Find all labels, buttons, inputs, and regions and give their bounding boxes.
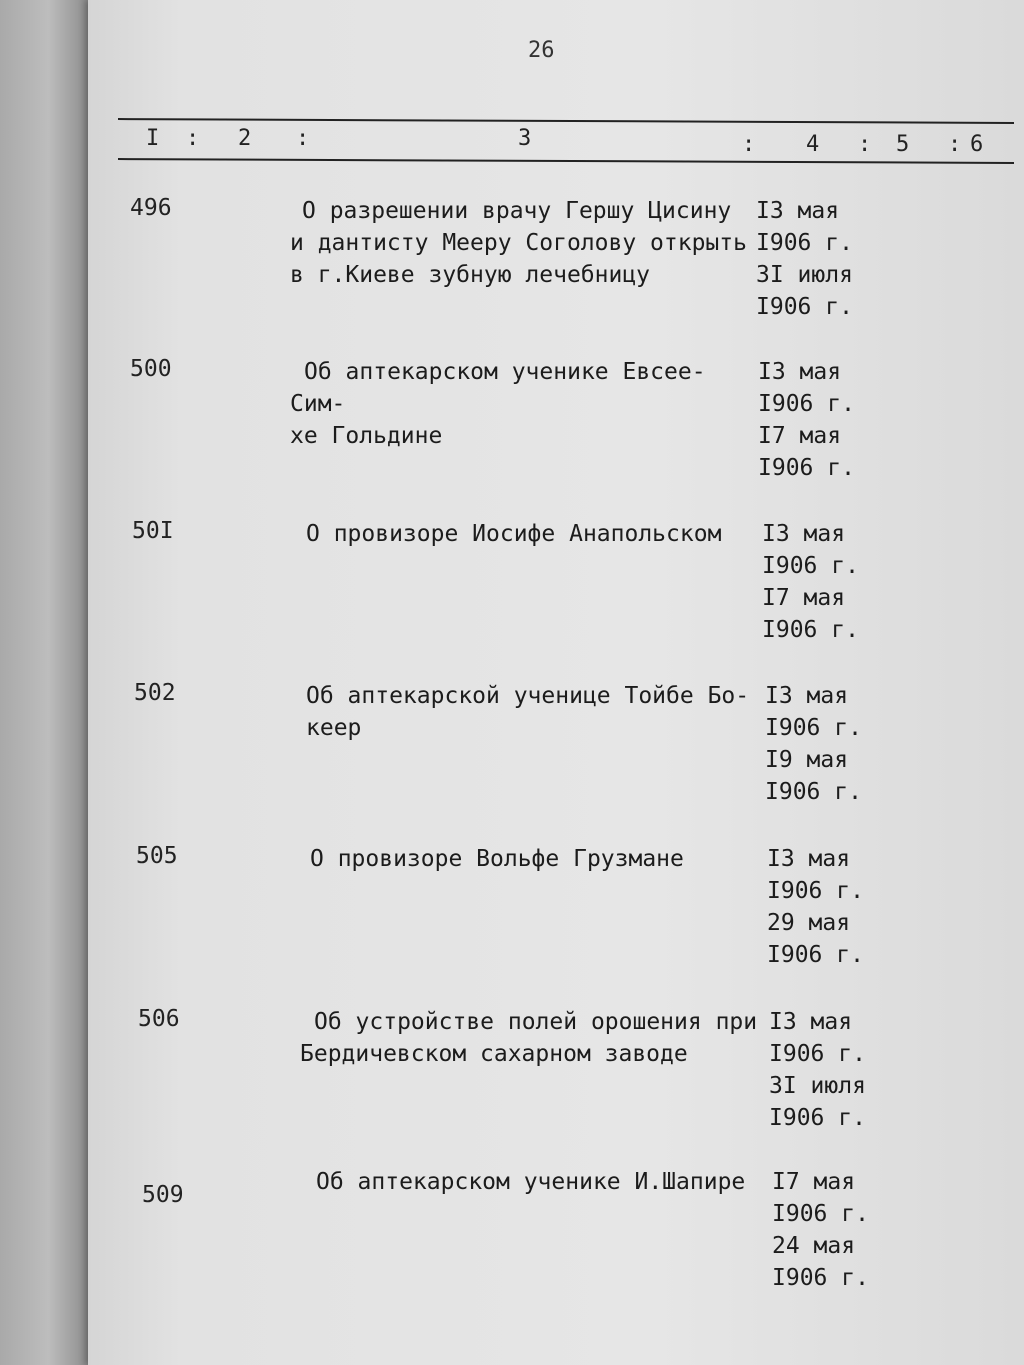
list-item xyxy=(0,1006,1024,1156)
entry-dates xyxy=(756,195,853,323)
entry-number: 50I xyxy=(132,518,174,544)
entry-number: 505 xyxy=(136,843,178,869)
entry-number: 506 xyxy=(138,1006,180,1032)
column-separator: : xyxy=(296,126,310,151)
column-separator: : xyxy=(186,126,200,151)
end-year: I906 г. xyxy=(767,942,864,968)
start-year: I906 г. xyxy=(772,1201,869,1227)
start-date: I3 мая xyxy=(767,846,851,872)
column-header-6: 6 xyxy=(970,132,984,157)
list-item xyxy=(0,843,1024,993)
entry-title: Об аптекарском ученике Евсее-Сим- хе Гольдине xyxy=(290,359,706,449)
list-item xyxy=(0,195,1024,345)
start-year: I906 г. xyxy=(767,878,864,904)
entry-number: 496 xyxy=(130,195,172,221)
end-date: I9 мая xyxy=(765,747,849,773)
end-date: 3I июля xyxy=(756,262,853,288)
end-date: I7 мая xyxy=(758,423,842,449)
column-header-1: I xyxy=(146,126,160,151)
entry-dates xyxy=(758,356,855,484)
start-year: I906 г. xyxy=(765,715,862,741)
start-date: I3 мая xyxy=(762,521,846,547)
end-year: I906 г. xyxy=(765,779,862,805)
entry-dates xyxy=(769,1006,866,1134)
start-date: I7 мая xyxy=(772,1169,856,1195)
end-date: I7 мая xyxy=(762,585,846,611)
start-date: I3 мая xyxy=(765,683,849,709)
end-year: I906 г. xyxy=(772,1265,869,1291)
start-date: I3 мая xyxy=(756,198,840,224)
column-separator: : xyxy=(742,132,756,157)
start-date: I3 мая xyxy=(758,359,842,385)
list-item xyxy=(0,356,1024,506)
list-item xyxy=(0,1166,1024,1316)
start-year: I906 г. xyxy=(762,553,859,579)
entry-dates xyxy=(762,518,859,646)
entry-number: 509 xyxy=(142,1182,184,1208)
entry-dates xyxy=(765,680,862,808)
entry-title: О провизоре Вольфе Грузмане xyxy=(310,846,684,872)
entry-number: 502 xyxy=(134,680,176,706)
start-year: I906 г. xyxy=(756,230,853,256)
column-header-2: 2 xyxy=(238,126,252,151)
column-separator: : xyxy=(948,132,962,157)
page-number: 26 xyxy=(528,38,555,63)
end-date: 29 мая xyxy=(767,910,851,936)
entry-title: О разрешении врачу Гершу Цисину и дантисту Мееру Соголову открыть в г.Киеве зубную лечебницу xyxy=(290,198,747,288)
end-date: 24 мая xyxy=(772,1233,856,1259)
entry-title: Об устройстве полей орошения при Бердичевском сахарном заводе xyxy=(300,1009,758,1067)
list-item xyxy=(0,680,1024,830)
end-date: 3I июля xyxy=(769,1073,866,1099)
entry-title: Об аптекарской ученице Тойбе Бо- кеер xyxy=(306,683,750,741)
start-date: I3 мая xyxy=(769,1009,853,1035)
column-header-4: 4 xyxy=(806,132,820,157)
column-header-5: 5 xyxy=(896,132,910,157)
start-year: I906 г. xyxy=(769,1041,866,1067)
column-header-3: 3 xyxy=(518,126,532,151)
end-year: I906 г. xyxy=(756,294,853,320)
entry-title: О провизоре Иосифе Анапольском xyxy=(306,521,722,547)
start-year: I906 г. xyxy=(758,391,855,417)
entry-dates xyxy=(767,843,864,971)
column-separator: : xyxy=(858,132,872,157)
end-year: I906 г. xyxy=(758,455,855,481)
end-year: I906 г. xyxy=(762,617,859,643)
entry-dates xyxy=(772,1166,869,1294)
end-year: I906 г. xyxy=(769,1105,866,1131)
entry-title: Об аптекарском ученике И.Шапире xyxy=(316,1169,746,1195)
list-item xyxy=(0,518,1024,668)
entry-number: 500 xyxy=(130,356,172,382)
